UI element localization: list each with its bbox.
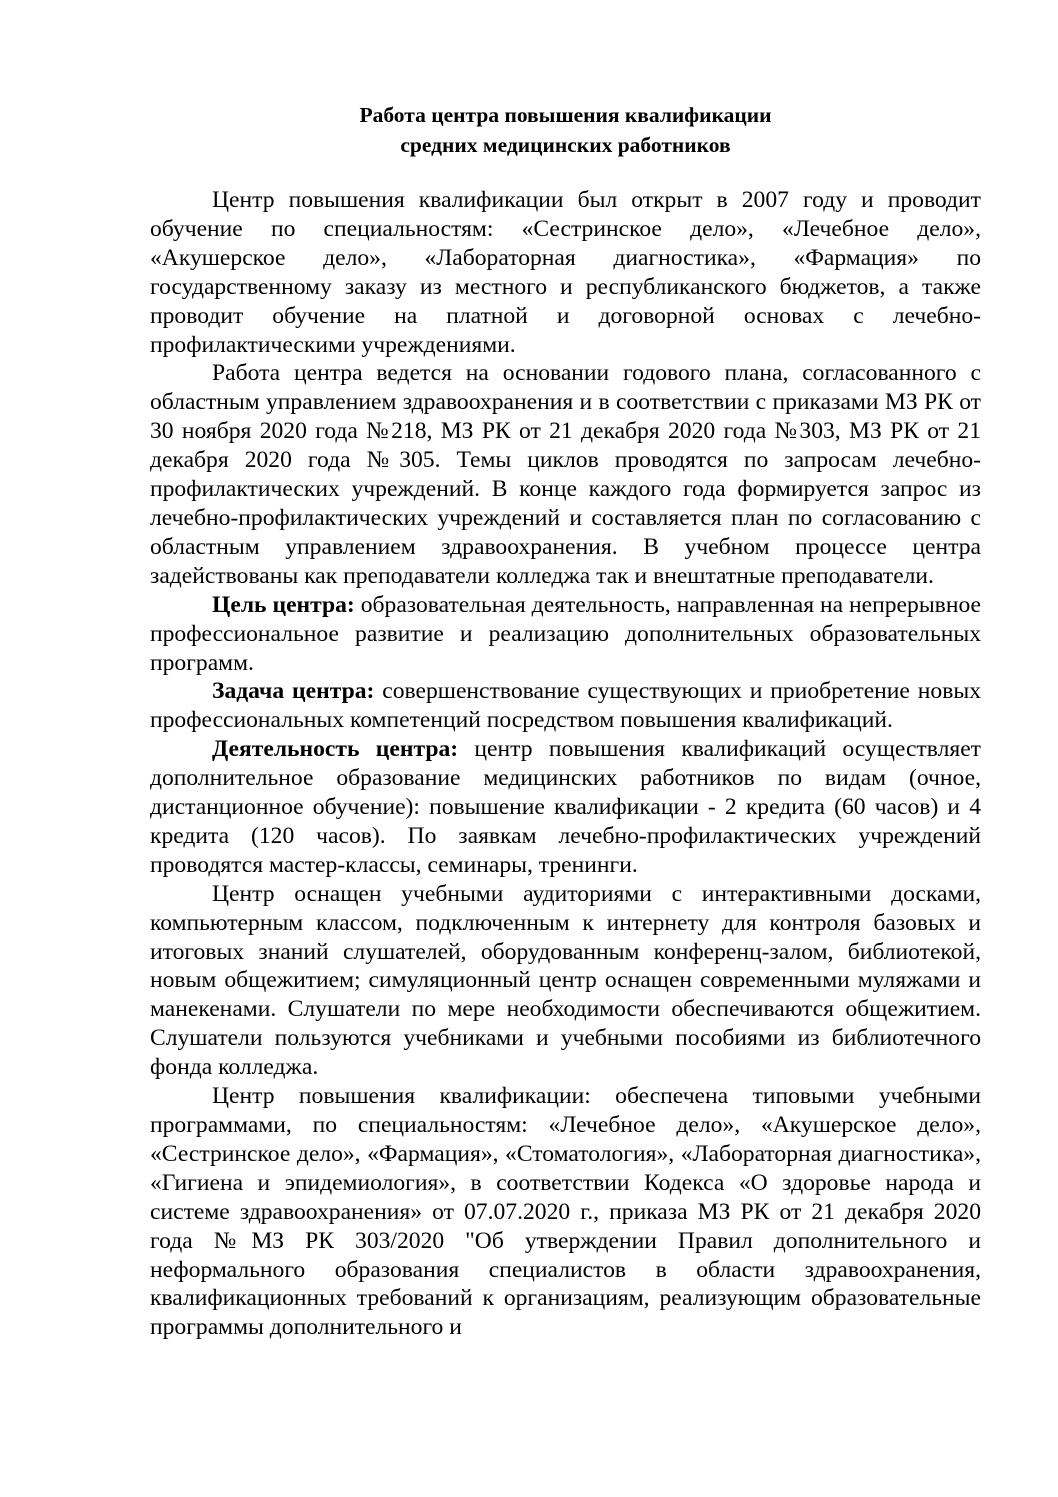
paragraph-text: Работа центра ведется на основании годового плана, согласованного с областным управлением здравоохранения и в соответствии с приказами МЗ РК от 30 ноября 2020 года №218, МЗ РК от 21 декабря 2020 года №303, МЗ РК от 21 декабря 2020 года №305. Темы циклов проводятся по запросам лечебно-профилактических учреждений. В конце каждого года формируется запрос из лечебно-профилактических учреждений и составляется план по согласованию с областным управлением здравоохранения. В учебном процессе центра задействованы как преподаватели колледжа так и внештатные преподаватели. <box>150 360 981 589</box>
document-body <box>150 186 981 1342</box>
paragraph-plan <box>150 359 981 590</box>
title-line-2: средних медицинских работников <box>400 133 731 157</box>
paragraph-text: Центр оснащен учебными аудиториями с интерактивными досками, компьютерным классом, подключенным к интернету для контроля базовых и итоговых знаний слушателей, оборудованным конференц-залом, библиотекой, новым общежитием; симуляционный центр оснащен современными муляжами и манекенами. Слушатели по мере необходимости обеспечиваются общежитием. Слушатели пользуются учебниками и учебными пособиями из библиотечного фонда колледжа. <box>150 880 981 1081</box>
paragraph-lead: Деятельность центра: <box>212 736 459 763</box>
paragraph-text: Центр повышения квалификации: обеспечена типовыми учебными программами, по специальностям: «Лечебное дело», «Акушерское дело», «Сестринское дело», «Фармация», «Стоматология», «Лабораторная диагностика», «Гигиена и эпидемиология», в соответствии Кодекса «О здоровье народа и системе здравоохранения» от 07.07.2020 г., приказа МЗ РК от 21 декабря 2020 года №МЗ РК 303/2020 "Об утверждении Правил дополнительного и неформального образования специалистов в области здравоохранения, квалификационных требований к организациям, реализующим образовательные программы дополнительного и <box>150 1083 981 1341</box>
paragraph-lead: Задача центра: <box>212 678 375 705</box>
paragraph-activity <box>150 735 981 880</box>
document-title <box>150 100 981 160</box>
paragraph-task <box>150 677 981 735</box>
title-line-1: Работа центра повышения квалификации <box>359 103 772 127</box>
paragraph-lead: Цель центра: <box>212 591 355 618</box>
paragraph-goal <box>150 591 981 678</box>
paragraph-programs <box>150 1082 981 1342</box>
paragraph-equipment <box>150 880 981 1082</box>
paragraph-text: совершенствование существующих и приобретение новых профессиональных компетенций посредством повышения квалификаций. <box>150 678 981 734</box>
paragraph-text: образовательная деятельность, направленная на непрерывное профессиональное развитие и реализацию дополнительных образовательных программ. <box>150 591 981 676</box>
paragraph-text: Центр повышения квалификации был открыт в 2007 году и проводит обучение по специальностям: «Сестринское дело», «Лечебное дело», «Акушерское дело», «Лабораторная диагностика», «Фармация» по государственному заказу из местного и республиканского бюджетов, а также проводит обучение на платной и договорной основах с лечебно-профилактическими учреждениями. <box>150 187 981 358</box>
paragraph-text: центр повышения квалификаций осуществляет дополнительное образование медицинских работников по видам (очное, дистанционное обучение): повышение квалификации - 2 кредита (60 часов) и 4 кредита (120 часов). По заявкам лечебно-профилактических учреждений проводятся мастер-классы, семинары, тренинги. <box>150 736 981 878</box>
paragraph-opening <box>150 186 981 359</box>
